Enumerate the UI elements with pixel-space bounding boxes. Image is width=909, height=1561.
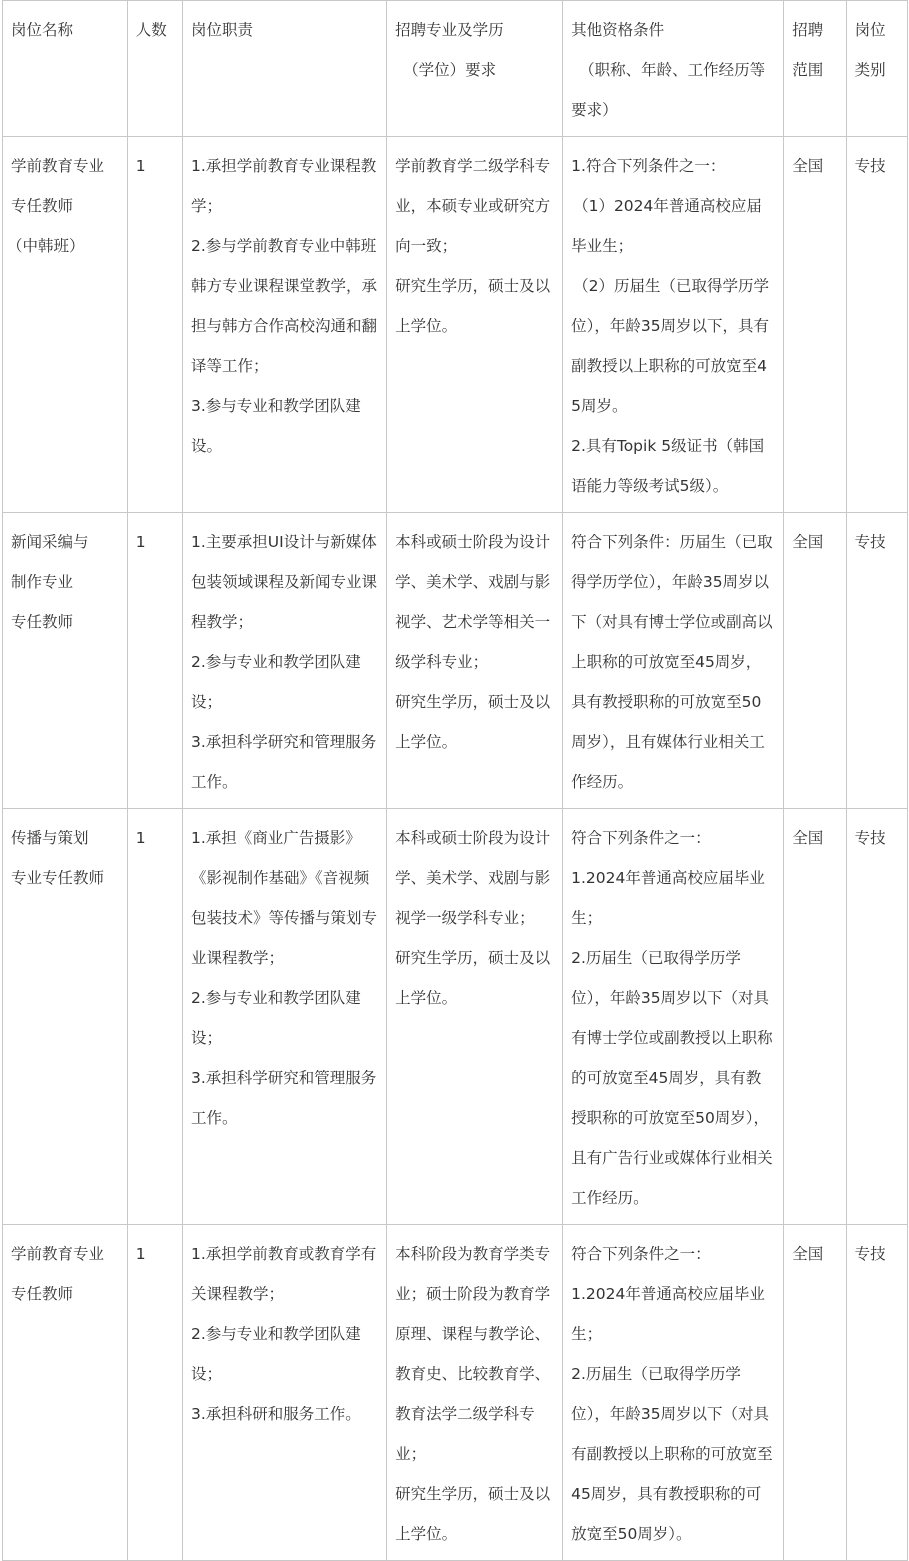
cell-line: 符合下列条件之一： — [571, 829, 711, 847]
cell-category — [846, 809, 907, 1225]
cell-line: （职称、年龄、工作经历等 — [579, 61, 766, 79]
cell-line: 范围 — [792, 61, 824, 79]
cell-line: 学前教育专业 — [11, 157, 105, 175]
cell-line: 1.承担学前教育专业课程教学； — [190, 157, 377, 215]
cell-line: 传播与策划 — [11, 829, 89, 847]
cell-line: （学位）要求 — [403, 61, 497, 79]
cell-line: 其他资格条件 — [571, 21, 665, 39]
cell-line: 专技 — [854, 533, 886, 551]
cell-duties — [182, 1225, 386, 1561]
cell-line: 本科阶段为教育学类专业；硕士阶段为教育学原理、课程与教学论、教育史、比较教育学、教育法学二级学科专业； — [395, 1245, 551, 1463]
cell-line: 人数 — [135, 21, 167, 39]
cell-line: 2.历届生（已取得学历学位），年龄35周岁以下（对具有副教授以上职称的可放宽至45周岁，具有教授职称的可放宽至50周岁）。 — [571, 1365, 773, 1543]
cell-line: 类别 — [854, 61, 886, 79]
cell-line: 全国 — [792, 533, 824, 551]
table-row — [3, 513, 908, 809]
cell-count — [127, 1225, 182, 1561]
cell-category — [846, 137, 907, 513]
cell-line: 1 — [135, 157, 146, 175]
cell-scope — [784, 809, 846, 1225]
header-recruit-scope — [784, 1, 846, 137]
cell-line: 1.承担《商业广告摄影》《影视制作基础》《音视频包装技术》等传播与策划专业课程教学； — [190, 829, 377, 967]
cell-line: 1 — [135, 533, 146, 551]
cell-line: 专业专任教师 — [11, 869, 105, 887]
cell-line: 研究生学历，硕士及以上学位。 — [395, 277, 551, 335]
cell-line: 新闻采编与 — [11, 533, 89, 551]
cell-position-name — [3, 809, 128, 1225]
header-position-name — [3, 1, 128, 137]
cell-line: 全国 — [792, 157, 824, 175]
cell-line: 全国 — [792, 829, 824, 847]
cell-line: 1.主要承担UI设计与新媒体包装领域课程及新闻专业课程教学； — [190, 533, 377, 631]
header-duties — [182, 1, 386, 137]
cell-line: 研究生学历，硕士及以上学位。 — [395, 693, 551, 751]
cell-scope — [784, 1225, 846, 1561]
cell-line: 学前教育学二级学科专业，本硕专业或研究方向一致； — [395, 157, 551, 255]
cell-scope — [784, 513, 846, 809]
cell-line: 研究生学历，硕士及以上学位。 — [395, 1485, 551, 1543]
cell-line: 1.2024年普通高校应届毕业生； — [571, 1285, 765, 1343]
cell-line: 3.参与专业和教学团队建设。 — [190, 397, 361, 455]
cell-line: 岗位名称 — [11, 21, 74, 39]
cell-line: 专任教师 — [11, 1285, 74, 1303]
table-row — [3, 1225, 908, 1561]
cell-line: 符合下列条件之一： — [571, 1245, 711, 1263]
cell-line: 全国 — [792, 1245, 824, 1263]
cell-line: 制作专业 — [11, 573, 74, 591]
cell-major — [387, 809, 563, 1225]
header-count — [127, 1, 182, 137]
cell-line: 研究生学历，硕士及以上学位。 — [395, 949, 551, 1007]
cell-position-name — [3, 513, 128, 809]
cell-line: 本科或硕士阶段为设计学、美术学、戏剧与影视学、艺术学等相关一级学科专业； — [395, 533, 551, 671]
cell-line: 专任教师 — [11, 613, 74, 631]
header-row — [3, 1, 908, 137]
cell-line: 2.参与专业和教学团队建设； — [190, 1325, 361, 1383]
cell-count — [127, 137, 182, 513]
cell-line: 专任教师 — [11, 197, 74, 215]
cell-count — [127, 513, 182, 809]
cell-line: 要求） — [571, 101, 618, 119]
cell-other — [563, 1225, 784, 1561]
cell-line: 1 — [135, 829, 146, 847]
cell-line: 岗位 — [854, 21, 886, 39]
cell-line: 招聘 — [792, 21, 824, 39]
cell-line: 1.承担学前教育或教育学有关课程教学； — [190, 1245, 377, 1303]
table-row — [3, 809, 908, 1225]
table-row — [3, 137, 908, 513]
cell-category — [846, 1225, 907, 1561]
cell-line: 本科或硕士阶段为设计学、美术学、戏剧与影视学一级学科专业； — [395, 829, 551, 927]
cell-count — [127, 809, 182, 1225]
cell-line: 3.承担科学研究和管理服务工作。 — [190, 1069, 377, 1127]
cell-major — [387, 137, 563, 513]
cell-line: 专技 — [854, 1245, 886, 1263]
cell-major — [387, 1225, 563, 1561]
cell-line: 2.具有Topik 5级证书（韩国语能力等级考试5级）。 — [571, 437, 765, 495]
cell-line: 1 — [135, 1245, 146, 1263]
cell-category — [846, 513, 907, 809]
cell-position-name — [3, 137, 128, 513]
cell-other — [563, 809, 784, 1225]
cell-line: 2.参与专业和教学团队建设； — [190, 989, 361, 1047]
cell-line: 招聘专业及学历 — [395, 21, 504, 39]
header-position-category — [846, 1, 907, 137]
cell-line: 岗位职责 — [190, 21, 253, 39]
cell-scope — [784, 137, 846, 513]
cell-major — [387, 513, 563, 809]
header-other-qualifications — [563, 1, 784, 137]
recruitment-table — [2, 0, 908, 1561]
cell-line: （中韩班） — [7, 237, 85, 255]
cell-line: 1.2024年普通高校应届毕业生； — [571, 869, 765, 927]
cell-position-name — [3, 1225, 128, 1561]
cell-line: 符合下列条件：历届生（已取得学历学位），年龄35周岁以下（对具有博士学位或副高以上职称的可放宽至45周岁，具有教授职称的可放宽至50周岁），且有媒体行业相关工作经历。 — [571, 533, 773, 791]
cell-line: 专技 — [854, 829, 886, 847]
cell-duties — [182, 809, 386, 1225]
cell-line: （2）历届生（已取得学历学位），年龄35周岁以下，具有副教授以上职称的可放宽至45周岁。 — [571, 277, 770, 415]
cell-duties — [182, 137, 386, 513]
cell-line: 学前教育专业 — [11, 1245, 105, 1263]
cell-line: （1）2024年普通高校应届毕业生； — [571, 197, 762, 255]
header-major-education — [387, 1, 563, 137]
cell-other — [563, 137, 784, 513]
cell-line: 2.参与专业和教学团队建设； — [190, 653, 361, 711]
cell-line: 2.参与学前教育专业中韩班韩方专业课程课堂教学，承担与韩方合作高校沟通和翻译等工作； — [190, 237, 377, 375]
cell-line: 2.历届生（已取得学历学位），年龄35周岁以下（对具有博士学位或副教授以上职称的可放宽至45周岁，具有教授职称的可放宽至50周岁），且有广告行业或媒体行业相关工作经历。 — [571, 949, 773, 1207]
cell-line: 3.承担科学研究和管理服务工作。 — [190, 733, 377, 791]
cell-duties — [182, 513, 386, 809]
cell-line: 3.承担科研和服务工作。 — [190, 1405, 361, 1423]
cell-line: 1.符合下列条件之一： — [571, 157, 726, 175]
cell-line: 专技 — [854, 157, 886, 175]
cell-other — [563, 513, 784, 809]
